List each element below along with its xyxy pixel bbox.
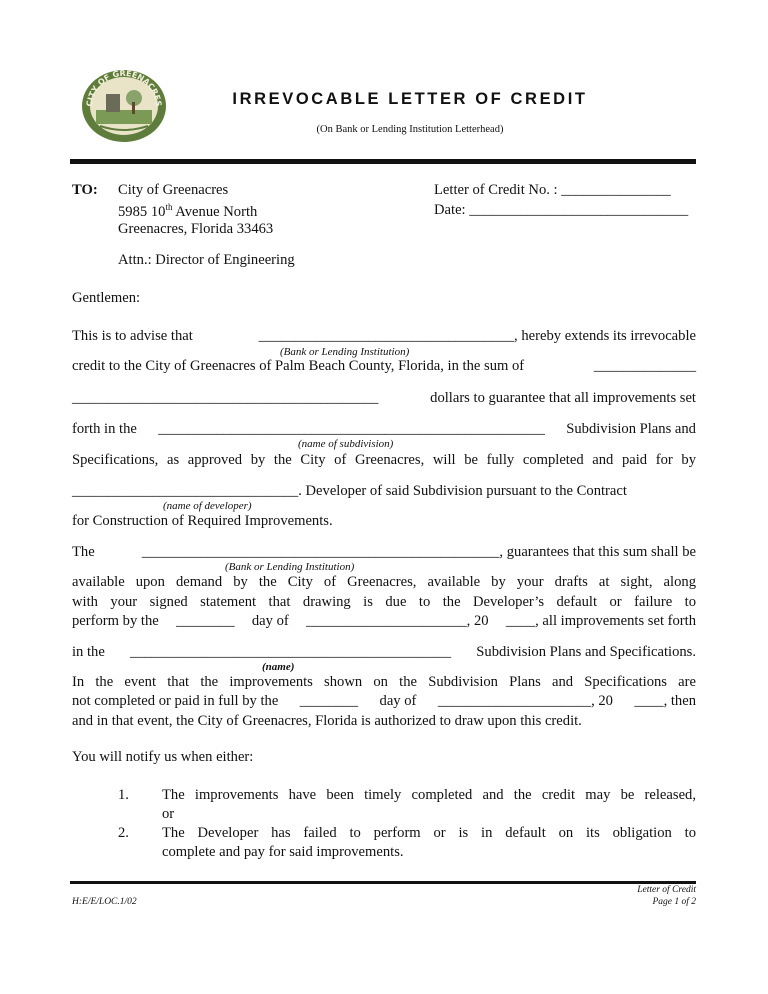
document-subtitle: (On Bank or Lending Institution Letterhead) (316, 124, 504, 135)
p1-line-6: _______________________________. Developer of said Subdivision pursuant to the Contract (72, 483, 627, 499)
list-item-1-line-1: The improvements have been timely completed and the credit may be released, (162, 787, 696, 803)
perform-year-blank: ____ (505, 613, 536, 629)
date-blank: ______________________________ (469, 202, 689, 218)
p2-line-5: in the ____________________________________________ Subdivision Plans and Specifications. (72, 644, 696, 660)
recipient-city: Greenacres, Florida 33463 (118, 221, 274, 237)
notify-line: You will notify us when either: (72, 749, 254, 765)
p1-line-7: for Construction of Required Improvements. (72, 513, 333, 529)
footer-code: H:E/E/LOC.1/02 (72, 897, 137, 907)
recipient-street: 5985 10th Avenue North (118, 202, 258, 220)
p1-line-1: This is to advise that ___________________________________, hereby extends its irrevocable (72, 328, 696, 344)
sum-blank: ______________ (593, 358, 696, 374)
p1-line-3: __________________________________________ dollars to guarantee that all improvements set (72, 390, 696, 406)
complete-month-blank: _____________________ (437, 693, 592, 709)
complete-year-blank: ____ (634, 693, 664, 709)
list-item-1-line-2: or (162, 806, 175, 822)
p2-line-1: The _________________________________________________, guarantees that this sum shall be (72, 544, 696, 560)
document-title: IRREVOCABLE LETTER OF CREDIT (232, 90, 588, 108)
p3-line-2: not completed or paid in full by the ________ day of _____________________, 20 ____, then (72, 693, 696, 709)
developer-blank: _______________________________ (72, 483, 299, 499)
bank-blank-2: _________________________________________________ (141, 544, 500, 560)
caption-name: (name) (262, 661, 295, 673)
subdivision-blank: _____________________________________________________ (158, 421, 545, 437)
p1-line-5: Specifications, as approved by the City of Greenacres, will be fully completed and paid for by (72, 452, 696, 468)
loc-number-blank: _______________ (561, 182, 671, 198)
p3-line-3: and in that event, the City of Greenacres, Florida is authorized to draw upon this credit. (72, 713, 582, 729)
p2-line-4: perform by the ________ day of ______________________, 20 ____, all improvements set forth (72, 613, 697, 629)
header-rule (70, 159, 696, 164)
name-blank: ____________________________________________ (130, 644, 452, 660)
list-item-2-line-2: complete and pay for said improvements. (162, 844, 404, 860)
p1-line-4: forth in the _____________________________________________________ Subdivision Plans and (72, 421, 696, 437)
footer-page-number: Page 1 of 2 (652, 897, 696, 907)
footer-rule (70, 881, 696, 884)
p3-line-1: In the event that the improvements shown on the Subdivision Plans and Specifications are (72, 674, 696, 690)
amount-blank: __________________________________________ (72, 390, 379, 406)
p2-line-3: with your signed statement that drawing is due to the Developer’s default or failure to (72, 594, 696, 610)
complete-day-blank: ________ (299, 693, 359, 709)
list-item-number: 2. (118, 825, 129, 841)
svg-text:CITY OF GREENACRES: CITY OF GREENACRES (84, 68, 164, 108)
bank-blank-1: ___________________________________ (258, 328, 515, 344)
loc-number-field: Letter of Credit No. : _______________ (434, 182, 671, 198)
caption-bank-2: (Bank or Lending Institution) (225, 561, 355, 573)
to-label: TO: (72, 182, 98, 198)
salutation: Gentlemen: (72, 290, 141, 306)
p2-line-2: available upon demand by the City of Greenacres, available by your drafts at sight, along (72, 574, 696, 590)
footer-doc-name: Letter of Credit (637, 885, 696, 895)
caption-bank-1: (Bank or Lending Institution) (280, 346, 410, 358)
footer-page-info (637, 884, 696, 908)
date-field: Date: ______________________________ (434, 202, 689, 218)
list-item-2-line-1: The Developer has failed to perform or is in default on its obligation to (162, 825, 696, 841)
perform-month-blank: ______________________ (306, 613, 467, 629)
caption-developer: (name of developer) (163, 500, 252, 512)
perform-day-blank: ________ (176, 613, 235, 629)
p1-line-2: credit to the City of Greenacres of Palm Beach County, Florida, in the sum of ______________ (72, 358, 696, 374)
recipient-attn: Attn.: Director of Engineering (118, 252, 295, 268)
recipient-name: City of Greenacres (118, 182, 229, 198)
list-item-number: 1. (118, 787, 129, 803)
caption-subdivision: (name of subdivision) (298, 438, 394, 450)
